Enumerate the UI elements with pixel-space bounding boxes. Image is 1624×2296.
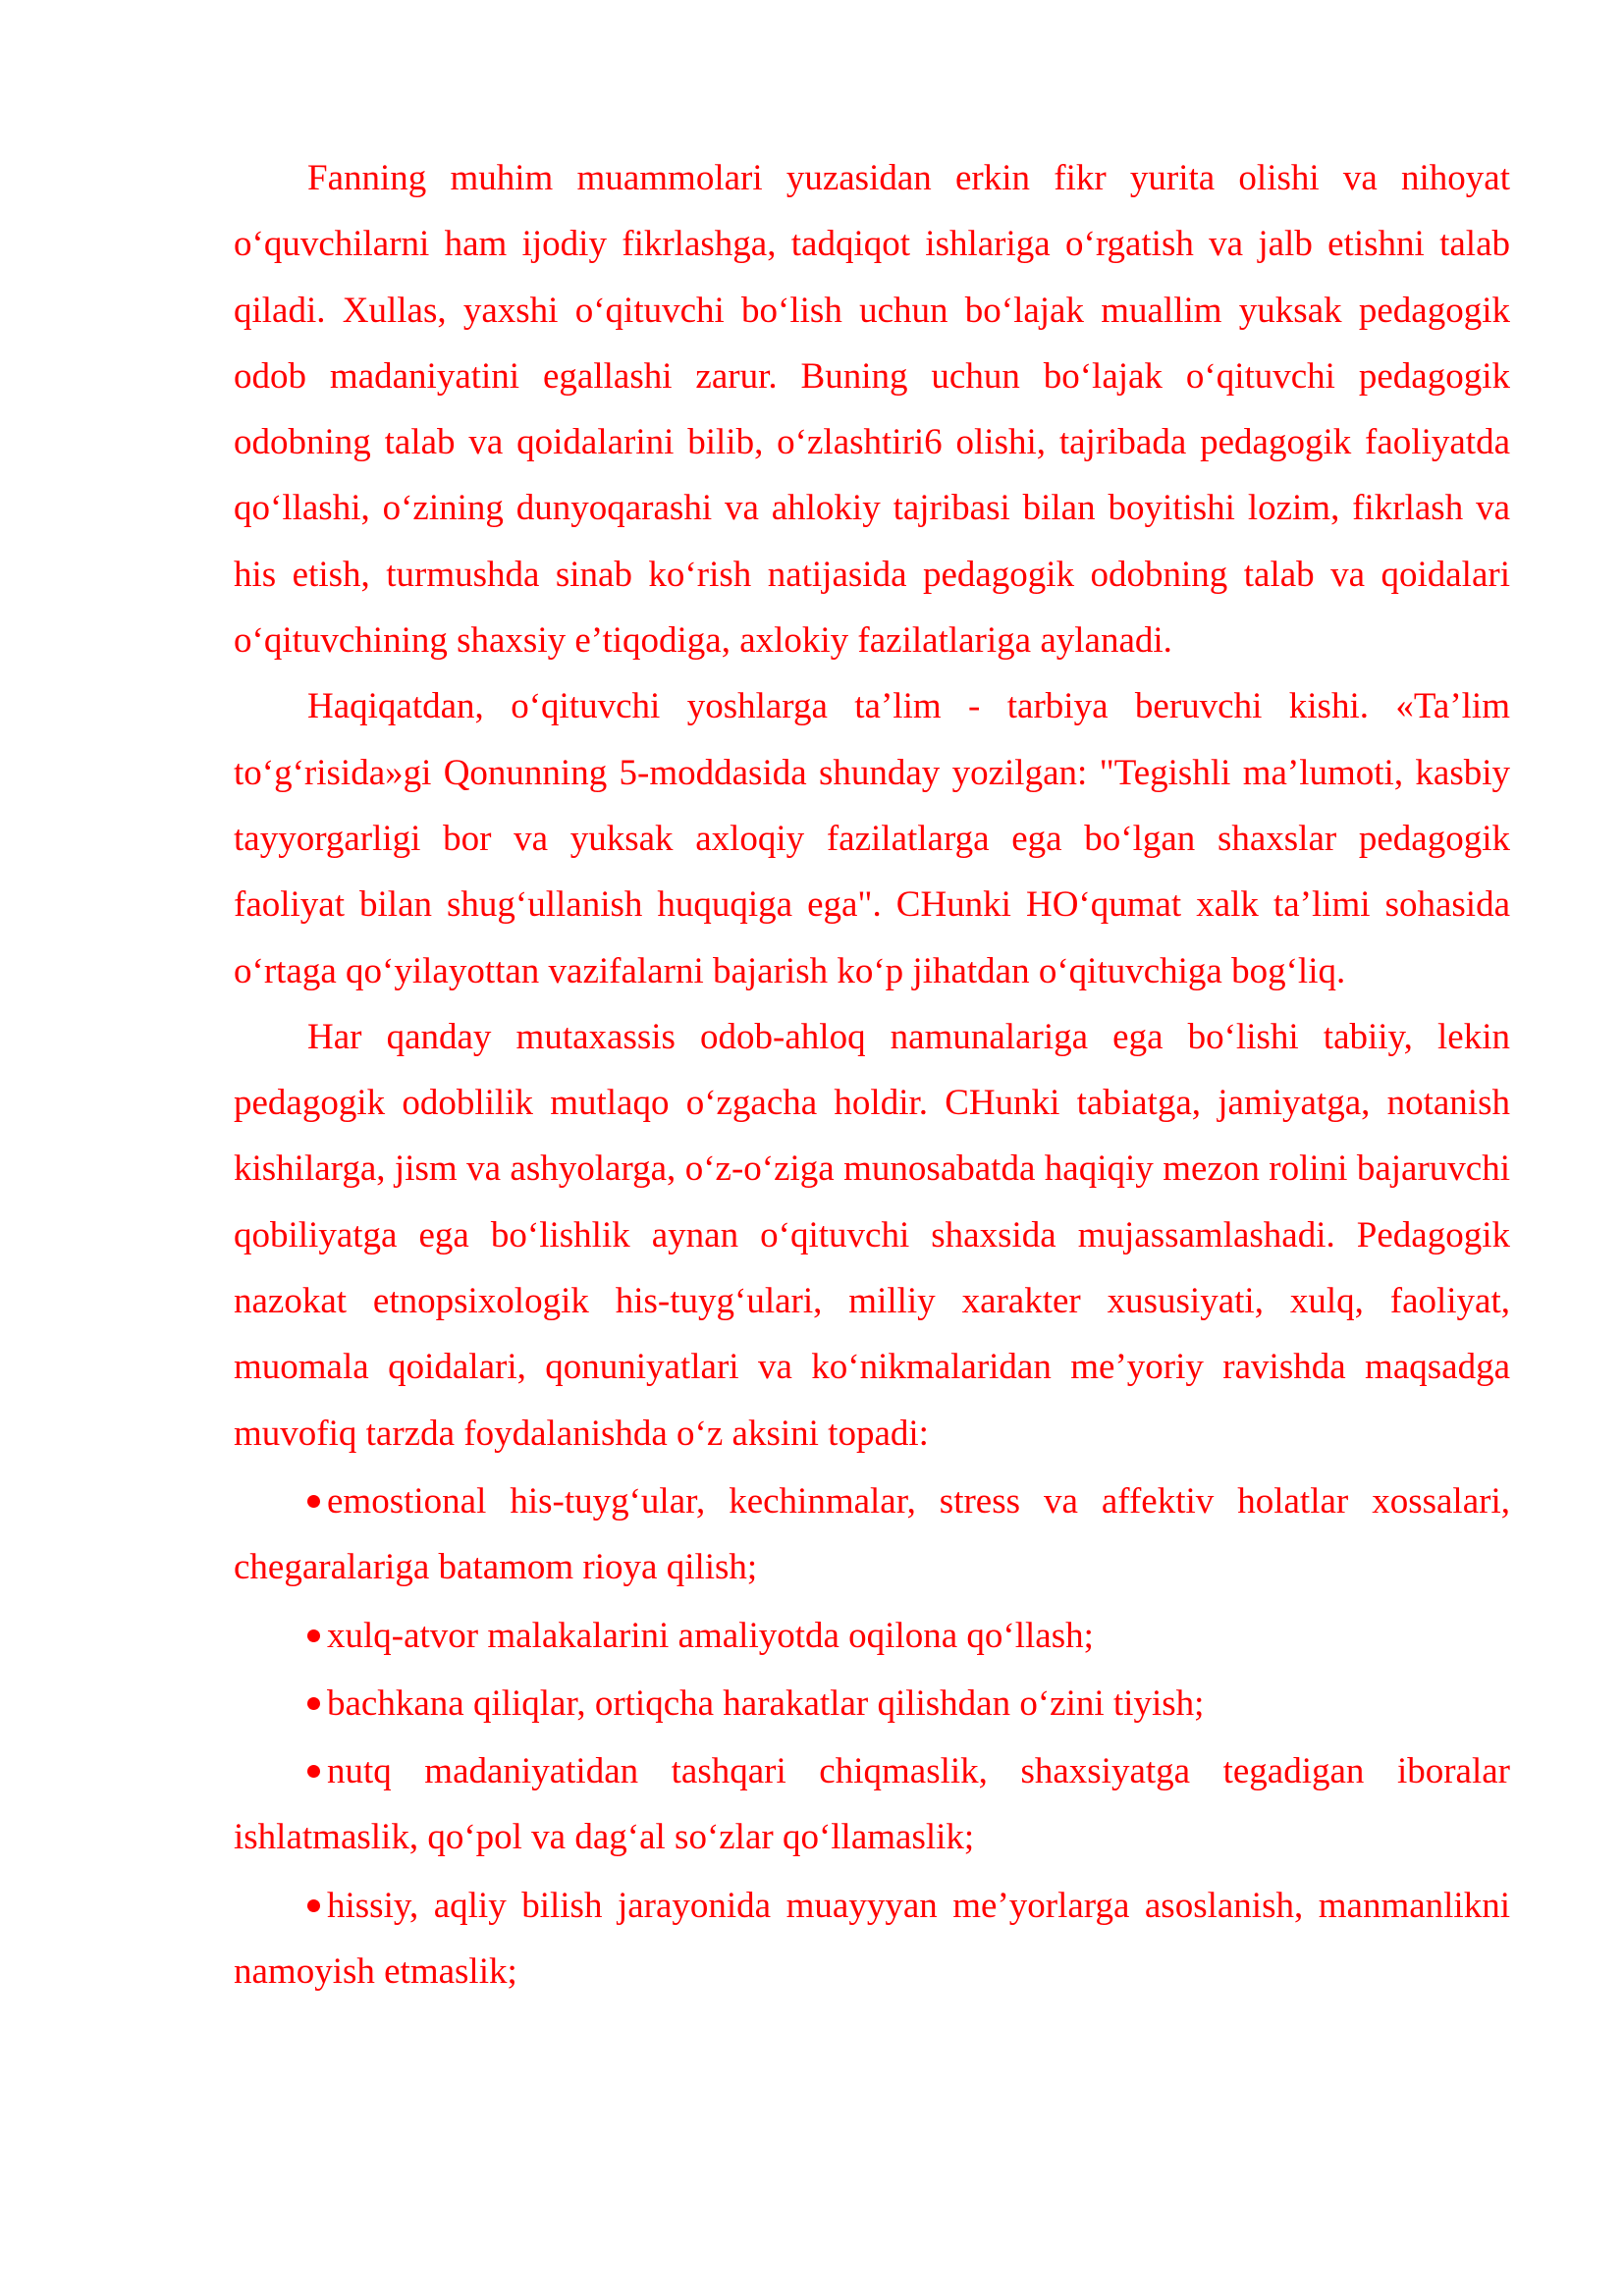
bullet-icon	[307, 1899, 320, 1912]
bullet-text: nutq madaniyatidan tashqari chiqmaslik, shaxsiyatga tegadigan iboralar ishlatmaslik, qo‘pol va dag‘al so‘zlar qo‘llamaslik;	[234, 1751, 1510, 1858]
bullet-text: hissiy, aqliy bilish jarayonida muayyyan me’yorlarga asoslanish, manmanlikni namoyish etmaslik;	[234, 1885, 1510, 1993]
bullet-item-5	[234, 1871, 1510, 2005]
bullet-item-4	[234, 1736, 1510, 1871]
bullet-icon	[307, 1765, 320, 1778]
bullet-item-2	[234, 1601, 1510, 1669]
bullet-text: bachkana qiliqlar, ortiqcha harakatlar qilishdan o‘zini tiyish;	[327, 1682, 1205, 1724]
paragraph-1: Fanning muhim muammolari yuzasidan erkin fikr yurita olishi va nihoyat o‘quvchilarni ham ijodiy fikrlashga, tadqiqot ishlariga o‘rgatish va jalb etishni talab qiladi. Xullas, yaxshi o‘qituvchi bo‘lish uchun bo‘lajak muallim yuksak pedagogik odob madaniyatini egallashi zarur. Buning uchun bo‘lajak o‘qituvchi pedagogik odobning talab va qoidalarini bilib, o‘zlashtiri6 olishi, tajribada pedagogik faoliyatda qo‘llashi, o‘zining dunyoqarashi va ahlokiy tajribasi bilan boyitishi lozim, fikrlash va his etish, turmushda sinab ko‘rish natijasida pedagogik odobning talab va qoidalari o‘qituvchining shaxsiy e’tiqodiga, axlokiy fazilatlariga aylanadi.	[234, 158, 1510, 662]
bullet-item-3	[234, 1669, 1510, 1736]
bullet-item-1	[234, 1467, 1510, 1601]
bullet-list	[234, 1467, 1510, 2004]
document-page	[234, 145, 1510, 2004]
paragraph-3: Har qanday mutaxassis odob-ahloq namunalariga ega bo‘lishi tabiiy, lekin pedagogik odoblilik mutlaqo o‘zgacha holdir. CHunki tabiatga, jamiyatga, notanish kishilarga, jism va ashyolarga, o‘z-o‘ziga munosabatda haqiqiy mezon rolini bajaruvchi qobiliyatga ega bo‘lishlik aynan o‘qituvchi shaxsida mujassamlashadi. Pedagogik nazokat etnopsixologik his-tuyg‘ulari, milliy xarakter xususiyati, xulq, faoliyat, muomala qoidalari, qonuniyatlari va ko‘nikmalaridan me’yoriy ravishda maqsadga muvofiq tarzda foydalanishda o‘z aksini topadi:	[234, 1016, 1510, 1454]
paragraph-2: Haqiqatdan, o‘qituvchi yoshlarga ta’lim - tarbiya beruvchi kishi. «Ta’lim to‘g‘risida»gi Qonunning 5-moddasida shunday yozilgan: "Tegishli ma’lumoti, kasbiy tayyorgarligi bor va yuksak axloqiy fazilatlarga ega bo‘lgan shaxslar pedagogik faoliyat bilan shug‘ullanish huquqiga ega". CHunki HO‘qumat xalk ta’limi sohasida o‘rtaga qo‘yilayottan vazifalarni bajarish ko‘p jihatdan o‘qituvchiga bog‘liq.	[234, 686, 1510, 991]
bullet-text: emostional his-tuyg‘ular, kechinmalar, stress va affektiv holatlar xossalari, chegaralariga batamom rioya qilish;	[234, 1480, 1510, 1588]
bullet-icon	[307, 1629, 320, 1642]
bullet-icon	[307, 1495, 320, 1508]
bullet-icon	[307, 1697, 320, 1710]
bullet-text: xulq-atvor malakalarini amaliyotda oqilona qo‘llash;	[327, 1615, 1094, 1656]
